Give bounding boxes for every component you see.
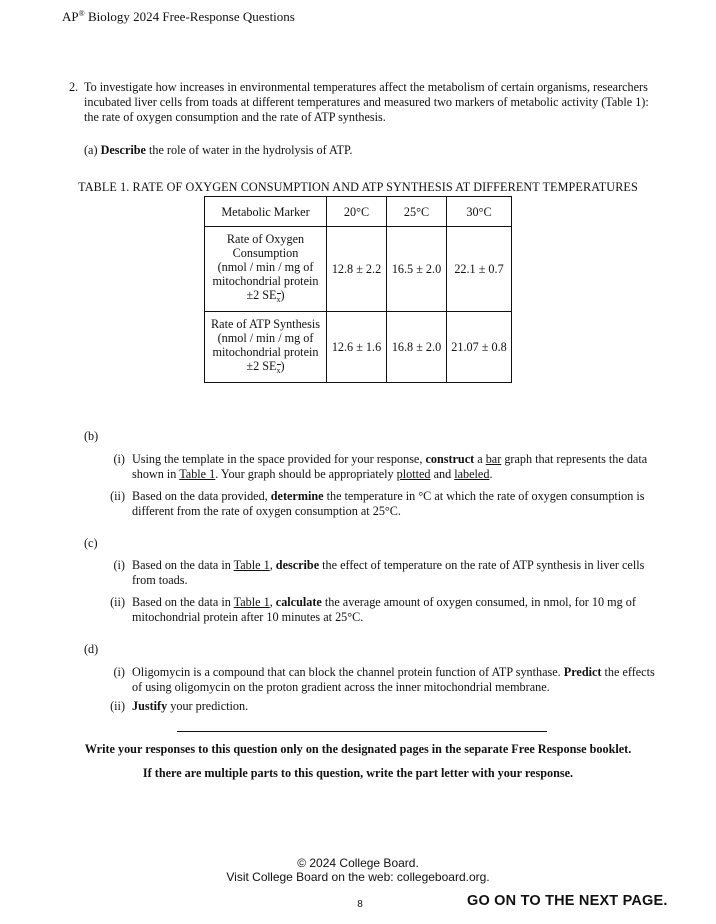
part-a xyxy=(84,143,352,158)
text-run: the temperature in °C at which the rate of oxygen consumption is different from the rate of oxygen consumption at 25°C. xyxy=(132,489,645,518)
table-header-cell: 25°C xyxy=(387,197,447,227)
label-line: mitochondrial protein xyxy=(212,273,319,288)
table-header-cell: 20°C xyxy=(327,197,387,227)
page-header xyxy=(62,9,295,25)
part-a-label: (a) xyxy=(84,143,98,157)
table-row xyxy=(205,312,512,383)
table-header-row xyxy=(205,197,512,227)
label-line: (nmol / min / mg of xyxy=(217,259,314,274)
underlined-term: plotted xyxy=(396,467,431,481)
table-cell: 16.5 ± 2.0 xyxy=(387,227,447,312)
table-row xyxy=(205,227,512,312)
task-verb: describe xyxy=(275,558,320,572)
table-cell: 12.6 ± 1.6 xyxy=(327,312,387,383)
text-run: the effects of using oligomycin on the proton gradient across the inner mitochondrial membrane. xyxy=(132,665,655,694)
label-line-se xyxy=(207,359,324,378)
part-b-label: (b) xyxy=(84,429,99,443)
question-intro: To investigate how increases in environmental temperatures affect the metabolism of certain organisms, researchers incubated liver cells from toads at different temperatures and measured two markers of metabolic activity (Table 1): the rate of oxygen consumption and the rate of ATP synthesis. xyxy=(84,80,649,124)
copyright-text: © 2024 College Board. xyxy=(297,856,419,870)
registered-mark: ® xyxy=(78,9,85,18)
text-run: . Your graph should be appropriately xyxy=(215,467,397,481)
header-title: Biology 2024 Free-Response Questions xyxy=(84,9,295,24)
part-a-text: the role of water in the hydrolysis of ATP. xyxy=(145,143,353,157)
text-run: . xyxy=(489,467,493,481)
label-line: (nmol / min / mg of xyxy=(217,330,314,345)
x-bar-subscript: x xyxy=(277,364,281,378)
part-c-i-num: (i) xyxy=(113,558,125,572)
go-on-next-page: GO ON TO THE NEXT PAGE. xyxy=(467,893,668,909)
underlined-term: bar xyxy=(485,452,502,466)
task-verb: determine xyxy=(270,489,324,503)
question-number: 2. xyxy=(69,80,79,94)
task-verb: Predict xyxy=(563,665,602,679)
part-c-i-text xyxy=(132,558,660,588)
table-cell: 21.07 ± 0.8 xyxy=(447,312,512,383)
text-run: the effect of temperature on the rate of ATP synthesis in liver cells from toads. xyxy=(132,558,645,587)
table-header-cell: 30°C xyxy=(447,197,512,227)
x-bar-subscript: x xyxy=(277,293,281,307)
text-run: a xyxy=(474,452,486,466)
divider-line xyxy=(177,731,547,732)
task-verb: calculate xyxy=(275,595,322,609)
table-header-cell: Metabolic Marker xyxy=(205,197,327,227)
part-a-verb: Describe xyxy=(100,143,146,157)
visit-text: Visit College Board on the web: collegeboard.org. xyxy=(226,870,490,884)
response-instructions: Write your responses to this question only on the designated pages in the separate Free Response booklet. xyxy=(84,742,632,756)
table-cell: 22.1 ± 0.7 xyxy=(447,227,512,312)
label-line: Consumption xyxy=(232,245,299,260)
text-run: Oligomycin is a compound that can block the channel protein function of ATP synthase. xyxy=(132,665,564,679)
part-b-i-text xyxy=(132,452,660,482)
page-number: 8 xyxy=(357,899,363,910)
text-run: graph that represents the data shown in xyxy=(132,452,648,481)
part-c-label: (c) xyxy=(84,536,98,550)
se-text: ±2 SE xyxy=(246,287,277,302)
text-run: Based on the data in xyxy=(132,595,234,609)
footer-copyright xyxy=(0,856,716,884)
part-d-i-text xyxy=(132,665,660,695)
task-verb: Justify xyxy=(132,699,168,713)
row-label-oxygen xyxy=(205,227,327,312)
table-reference: Table 1 xyxy=(179,467,216,481)
text-run: Based on the data in xyxy=(132,558,234,572)
header-ap: AP xyxy=(62,9,79,24)
text-run: , xyxy=(269,558,276,572)
se-close: ) xyxy=(280,358,285,373)
part-d-ii-num: (ii) xyxy=(110,699,125,713)
text-run: and xyxy=(430,467,455,481)
part-d-ii-text xyxy=(132,699,660,714)
text-run: , xyxy=(269,595,276,609)
table-reference: Table 1 xyxy=(233,558,270,572)
part-c-ii-num: (ii) xyxy=(110,595,125,609)
label-line: Rate of Oxygen xyxy=(226,231,305,246)
part-b-ii-num: (ii) xyxy=(110,489,125,503)
label-line: mitochondrial protein xyxy=(212,344,319,359)
table-caption: TABLE 1. RATE OF OXYGEN CONSUMPTION AND ATP SYNTHESIS AT DIFFERENT TEMPERATURES xyxy=(78,180,638,194)
row-label-atp xyxy=(205,312,327,383)
table-cell: 16.8 ± 2.0 xyxy=(387,312,447,383)
text-run: the average amount of oxygen consumed, in nmol, for 10 mg of mitochondrial protein after 10 minutes at 25°C. xyxy=(132,595,636,624)
se-text: ±2 SE xyxy=(246,358,277,373)
data-table xyxy=(204,196,512,383)
part-letter-instructions: If there are multiple parts to this question, write the part letter with your response. xyxy=(142,766,574,780)
part-c-ii-text xyxy=(132,595,660,625)
text-run: your prediction. xyxy=(167,699,249,713)
part-d-label: (d) xyxy=(84,642,99,656)
part-b-ii-text xyxy=(132,489,660,519)
text-run: Based on the data provided, xyxy=(132,489,271,503)
part-b-i-num: (i) xyxy=(113,452,125,466)
part-d-i-num: (i) xyxy=(113,665,125,679)
table-cell: 12.8 ± 2.2 xyxy=(327,227,387,312)
task-verb: construct xyxy=(425,452,475,466)
label-line-se xyxy=(207,288,324,307)
text-run: Using the template in the space provided for your response, xyxy=(132,452,426,466)
underlined-term: labeled xyxy=(454,467,490,481)
se-close: ) xyxy=(280,287,285,302)
table-reference: Table 1 xyxy=(233,595,270,609)
label-line: Rate of ATP Synthesis xyxy=(211,316,320,331)
